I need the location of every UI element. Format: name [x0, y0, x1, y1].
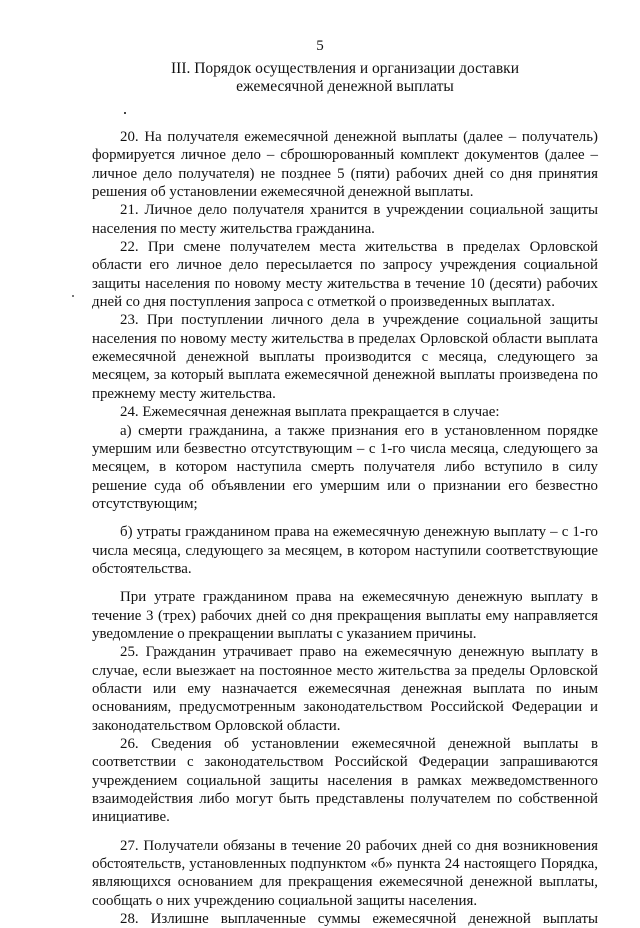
- paragraph-25: 25. Гражданин утрачивает право на ежемесячную денежную выплату в случае, если выезжает на постоянное место жительства за пределы Орловской области или ему назначается ежемесячная денежная выплата по иным основаниям, предусмотренным законодательством Российской Федерации и законодательством Орловской области.: [92, 644, 598, 734]
- document-body: [92, 128, 598, 928]
- scan-speck: [124, 112, 126, 114]
- scan-speck-margin: [72, 295, 74, 297]
- paragraph-24-notice: При утрате гражданином права на ежемесячную денежную выплату в течение 3 (трех) рабочих дней со дня прекращения выплаты ему направляется уведомление о прекращении выплаты с указанием причины.: [92, 589, 598, 642]
- page-number: 5: [316, 38, 324, 54]
- paragraph-21: 21. Личное дело получателя хранится в учреждении социальной защиты населения по месту жительства гражданина.: [92, 202, 598, 237]
- section-title: [150, 60, 540, 96]
- section-title-line-2: ежемесячной денежной выплаты: [236, 78, 454, 95]
- paragraph-26: 26. Сведения об установлении ежемесячной денежной выплаты в соответствии с законодательством Российской Федерации запрашиваются учреждением социальной защиты населения в рамках межведомственного взаимодействия либо могут быть представлены получателем по собственной инициативе.: [92, 736, 598, 826]
- paragraph-22: 22. При смене получателем места жительства в пределах Орловской области его личное дело пересылается по запросу учреждения социальной защиты населения по новому месту жительства в течение 10 (десяти) рабочих дней со дня поступления запроса с отметкой о произведенных выплатах.: [92, 239, 598, 311]
- paragraph-27: 27. Получатели обязаны в течение 20 рабочих дней со дня возникновения обстоятельств, установленных подпунктом «б» пункта 24 настоящего Порядка, являющихся основанием для прекращения ежемесячной денежной выплаты, сообщать о них учреждению социальной защиты населения.: [92, 837, 598, 909]
- paragraph-20: 20. На получателя ежемесячной денежной выплаты (далее – получатель) формируется личное дело – сброшюрованный комплект документов (далее – личное дело получателя) не позднее 5 (пяти) рабочих дней со дня принятия решения об установлении ежемесячной денежной выплаты.: [92, 129, 598, 201]
- paragraph-23: 23. При поступлении личного дела в учреждение социальной защиты населения по новому месту жительства в пределах Орловской области выплата ежемесячной денежной выплаты производится с месяца, следующего за месяцем, за который выплата ежемесячной денежной выплаты произведена по прежнему месту жительства.: [92, 312, 598, 402]
- paragraph-28: 28. Излишне выплаченные суммы ежемесячной денежной выплаты: [120, 911, 598, 928]
- paragraph-24: 24. Ежемесячная денежная выплата прекращается в случае:: [120, 404, 500, 421]
- paragraph-24-b: б) утраты гражданином права на ежемесячную денежную выплату – с 1-го числа месяца, следующего за месяцем, в котором наступили соответствующие обстоятельства.: [92, 524, 598, 577]
- section-title-line-1: III. Порядок осуществления и организации доставки: [171, 60, 519, 77]
- paragraph-24-a: а) смерти гражданина, а также признания его в установленном порядке умершим или безвестно отсутствующим – с 1-го числа месяца, следующего за месяцем, в котором наступила смерть получателя либо вступило в силу решение суда об объявлении его умершим или о признании его безвестно отсутствующим;: [92, 422, 598, 512]
